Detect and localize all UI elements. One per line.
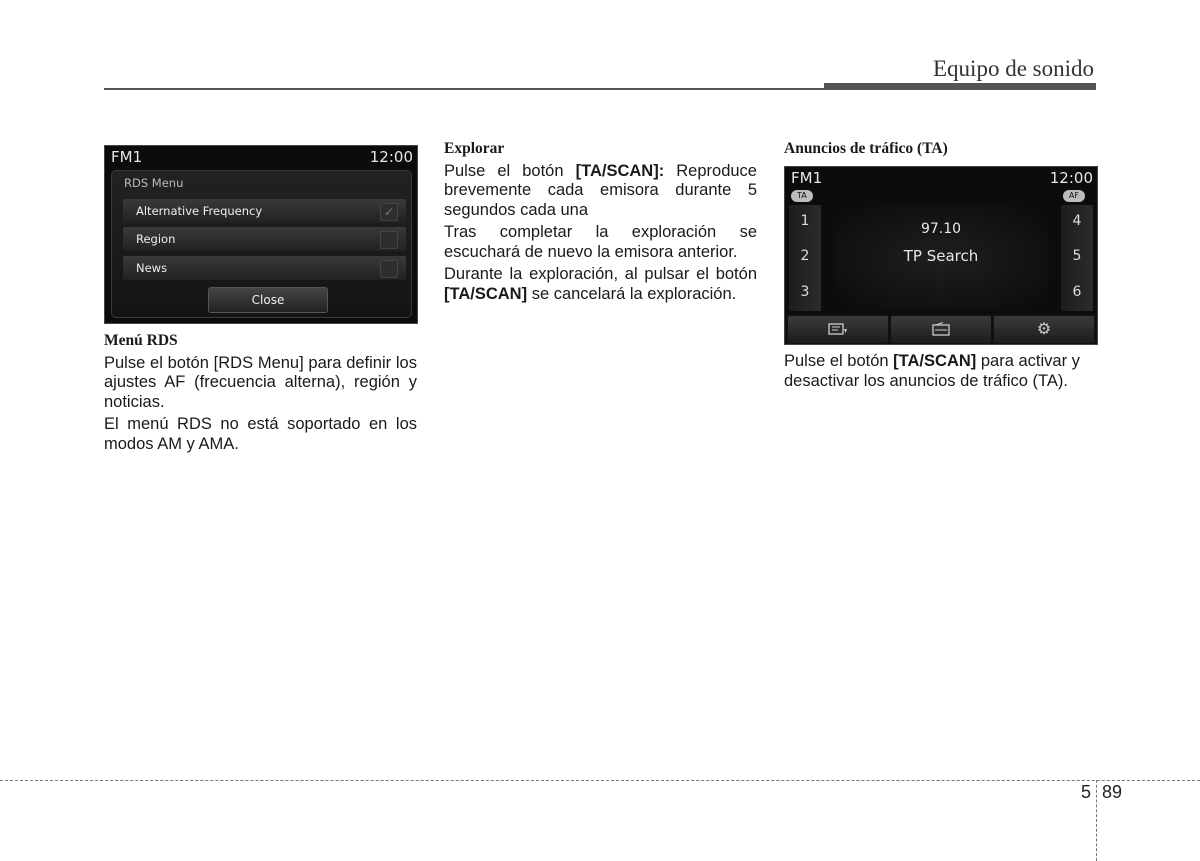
column-ta-text [784, 352, 1097, 394]
page-number-value: 89 [1102, 782, 1123, 802]
radio-list-icon [828, 322, 848, 336]
auto-store-icon [931, 322, 951, 336]
clock: 12:00 [1049, 169, 1093, 187]
clock: 12:00 [369, 148, 413, 166]
checkmark-icon[interactable]: ✓ [380, 203, 398, 221]
status-bar [105, 146, 417, 168]
paragraph [784, 352, 1097, 391]
text: Reproduce brevemente cada emisora durante 5 segundos cada una [444, 161, 757, 219]
footer-dashed-rule [0, 780, 1200, 781]
status-bar [785, 167, 1097, 189]
page-header-title: Equipo de sonido [933, 56, 1094, 81]
station-label: FM1 [111, 148, 143, 166]
station-label: FM1 [791, 169, 823, 187]
button-reference: [TA/SCAN] [444, 284, 528, 303]
text: Durante la exploración, al pulsar el botón [444, 265, 757, 283]
frequency-display: 97.10 [920, 221, 962, 237]
close-button[interactable]: Close [208, 287, 328, 313]
column-explorar [444, 139, 757, 307]
preset-button-6[interactable]: 6 [1072, 284, 1082, 300]
radio-list-button[interactable] [788, 316, 888, 343]
tp-search-status: TP Search [903, 247, 979, 265]
paragraph: Tras completar la exploración se escuchará de nuevo la emisora anterior. [444, 223, 757, 261]
text: Pulse el botón [444, 161, 576, 180]
section-heading: Explorar [444, 140, 505, 157]
preset-button-2[interactable]: 2 [800, 248, 810, 264]
option-label: News [136, 261, 168, 275]
preset-button-4[interactable]: 4 [1072, 213, 1082, 229]
column-ta-heading [784, 139, 1097, 162]
text: se cancelará la exploración. [527, 284, 737, 303]
preset-button-3[interactable]: 3 [800, 284, 810, 300]
ta-badge: TA [791, 190, 813, 202]
paragraph: El menú RDS no está soportado en los modos AM y AMA. [104, 415, 417, 453]
option-news[interactable] [123, 256, 406, 280]
text: para activar y desactivar los anuncios de tráfico (TA). [784, 352, 1080, 390]
auto-store-button[interactable] [891, 316, 991, 343]
paragraph: Pulse el botón [RDS Menu] para definir los ajustes AF (frecuencia alterna), región y noticias. [104, 353, 417, 411]
text: Pulse el botón [784, 352, 894, 370]
rds-menu-screen [104, 145, 418, 324]
preset-button-5[interactable]: 5 [1072, 248, 1082, 264]
column-rds-menu [104, 331, 417, 457]
bottom-toolbar [785, 314, 1097, 344]
section-number: 5 [1081, 782, 1092, 802]
checkbox-icon[interactable] [380, 231, 398, 249]
option-region[interactable] [123, 227, 406, 251]
header-rule-accent [824, 83, 1096, 90]
button-reference: [TA/SCAN]: [575, 161, 665, 180]
footer-dashed-divider [1096, 780, 1097, 861]
button-reference: [TA/SCAN] [893, 352, 977, 370]
preset-button-1[interactable]: 1 [800, 213, 810, 229]
af-badge: AF [1063, 190, 1085, 202]
gear-icon: ⚙ [1036, 319, 1052, 338]
paragraph [444, 265, 757, 304]
header-rule [104, 88, 824, 90]
paragraph [444, 162, 757, 221]
settings-button[interactable] [994, 316, 1094, 343]
section-heading: Menú RDS [104, 332, 178, 349]
option-label: Alternative Frequency [136, 204, 263, 218]
option-alternative-frequency[interactable] [123, 199, 406, 223]
option-label: Region [136, 232, 176, 246]
rds-menu-panel [111, 170, 412, 318]
ta-scan-screen [784, 166, 1098, 345]
checkbox-icon[interactable] [380, 260, 398, 278]
section-heading: Anuncios de tráfico (TA) [784, 140, 948, 157]
rds-menu-title: RDS Menu [124, 176, 184, 190]
